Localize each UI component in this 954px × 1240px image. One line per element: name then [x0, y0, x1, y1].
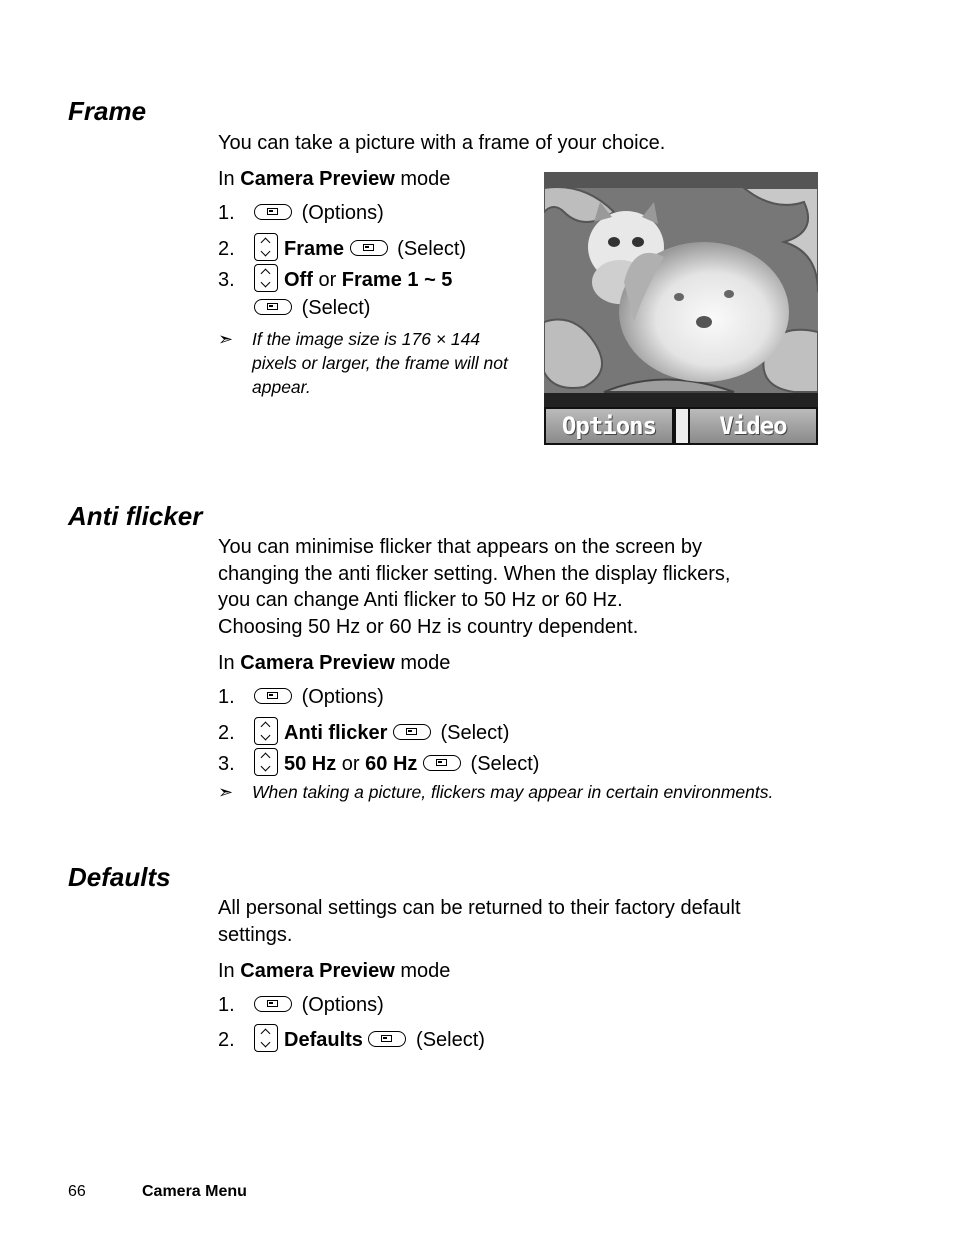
preview-softkey-bar	[544, 407, 818, 445]
frame-mode-line: In Camera Preview mode	[218, 168, 451, 190]
note-arrow-icon: ➣	[218, 782, 234, 802]
section-heading-defaults: Defaults	[68, 862, 171, 892]
nav-updown-key-icon	[254, 717, 278, 745]
frame-step-2: 2. Frame (Select)	[218, 233, 466, 261]
camera-preview-screenshot	[544, 172, 818, 445]
soft-key-icon	[350, 240, 388, 256]
footer-section-title: Camera Menu	[142, 1183, 247, 1200]
section-heading-anti-flicker: Anti flicker	[68, 501, 203, 531]
anti-flicker-intro: You can minimise flicker that appears on the screen by changing the anti flicker setting. When the display flickers, you can change Anti flicker to 50 Hz or 60 Hz. Choosing 50 Hz or 60 Hz is country dependent.	[218, 536, 731, 638]
anti-flicker-mode-line: In Camera Preview mode	[218, 652, 451, 674]
nav-updown-key-icon	[254, 264, 278, 292]
nav-updown-key-icon	[254, 1024, 278, 1052]
defaults-mode-line: In Camera Preview mode	[218, 960, 451, 982]
soft-key-icon	[254, 688, 292, 704]
frame-intro: You can take a picture with a frame of your choice.	[218, 132, 666, 154]
anti-flicker-step-3: 3. 50 Hz or 60 Hz (Select)	[218, 748, 539, 776]
note-arrow-icon: ➣	[218, 329, 234, 349]
preview-right-softkey-label: Video	[690, 409, 816, 443]
mode-name: Camera Preview	[240, 168, 395, 190]
soft-key-icon	[393, 724, 431, 740]
section-heading-frame: Frame	[68, 96, 147, 126]
anti-flicker-step-1: 1. (Options)	[218, 686, 384, 708]
nav-updown-key-icon	[254, 233, 278, 261]
preview-photo	[544, 172, 818, 407]
mode-name: Camera Preview	[240, 960, 395, 982]
frame-step-3: 3. Off or Frame 1 ~ 5	[218, 264, 452, 292]
anti-flicker-note: ➣ When taking a picture, flickers may appear in certain environments.	[218, 782, 774, 802]
defaults-step-2: 2. Defaults (Select)	[218, 1024, 485, 1052]
defaults-intro: All personal settings can be returned to their factory default settings.	[218, 897, 741, 946]
soft-key-icon	[254, 996, 292, 1012]
soft-key-icon	[254, 204, 292, 220]
frame-step-3-continued: (Select)	[254, 296, 370, 320]
mode-name: Camera Preview	[240, 652, 395, 674]
preview-left-softkey-label: Options	[546, 409, 672, 443]
nav-updown-key-icon	[254, 748, 278, 776]
soft-key-icon	[254, 299, 292, 315]
anti-flicker-step-2: 2. Anti flicker (Select)	[218, 717, 509, 745]
soft-key-icon	[368, 1031, 406, 1047]
soft-key-icon	[423, 755, 461, 771]
frame-step-1: 1. (Options)	[218, 202, 384, 224]
defaults-step-1: 1. (Options)	[218, 994, 384, 1016]
page-number: 66	[68, 1183, 86, 1200]
